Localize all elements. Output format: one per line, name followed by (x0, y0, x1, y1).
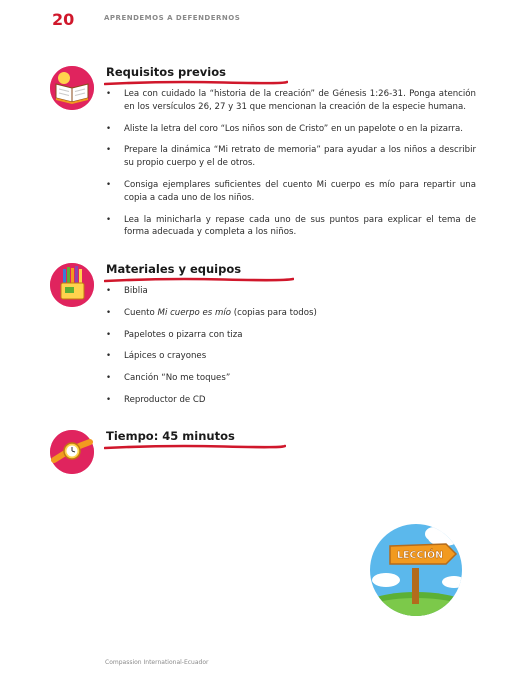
title-underline (104, 277, 294, 283)
page-number: 20 (52, 10, 75, 29)
list-item: • Consiga ejemplares suficientes del cuento Mi cuerpo es mío para repartir una copia a cada uno de los niños. (106, 179, 476, 205)
pencil-cup-icon (50, 263, 94, 307)
materiales-list (106, 285, 476, 416)
wristwatch-icon (50, 430, 94, 474)
section-title: Tiempo: 45 minutos (106, 429, 235, 443)
list-item: • Reproductor de CD (106, 394, 476, 407)
list-item: • Aliste la letra del coro “Los niños son de Cristo” en un papelote o en la pizarra. (106, 123, 476, 136)
signpost-icon (352, 520, 480, 620)
list-item: • Papelotes o pizarra con tiza (106, 329, 476, 342)
title-underline (104, 444, 286, 450)
title-underline (104, 80, 288, 86)
list-item: • Lea con cuidado la “historia de la creación” de Génesis 1:26-31. Ponga atención en los versículos 26, 27 y 31 que mencionan la creación de la especie humana. (106, 88, 476, 114)
requisitos-list (106, 88, 476, 248)
book-title: Mi cuerpo es mío (157, 307, 232, 318)
list-item: • Lea la minicharla y repase cada uno de sus puntos para explicar el tema de forma adecuada y completa a los niños. (106, 214, 476, 240)
lesson-label: LECCIÓN (396, 550, 444, 561)
section-tiempo (50, 430, 482, 476)
lesson-badge (352, 520, 480, 620)
list-item: • Cuento Mi cuerpo es mío (copias para todos) (106, 307, 476, 320)
section-title: Requisitos previos (106, 65, 226, 79)
list-item: • Prepare la dinámica “Mi retrato de memoria” para ayudar a los niños a describir su propio cuerpo y el de otros. (106, 144, 476, 170)
open-book-icon (50, 66, 94, 110)
section-requisitos (50, 66, 482, 246)
section-materiales (50, 263, 482, 413)
list-item: • Lápices o crayones (106, 350, 476, 363)
running-head: APRENDEMOS A DEFENDERNOS (104, 14, 241, 22)
list-item: • Biblia (106, 285, 476, 298)
page-header (52, 10, 492, 32)
footer-credit: Compassion International-Ecuador (105, 659, 209, 666)
section-title: Materiales y equipos (106, 262, 242, 276)
list-item: • Canción “No me toques” (106, 372, 476, 385)
